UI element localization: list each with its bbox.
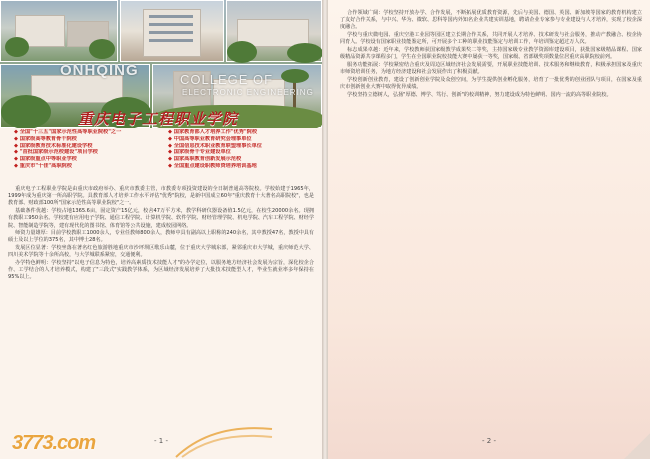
paragraph: 办学特色鲜明：学校坚持"以电子信息为特色，培养高素质技术技能人才"的办学定位，以服务地方经济社会发展为宗旨，深化校企合作、工学结合的人才培养模式，构建了"三段式"实践教学体系，为区域经济发展培养了大批技术技能型人才，毕业生就业率多年保持在95%以上。 — [8, 260, 314, 281]
honor-item: ◆ 重庆市"十佳"高职院校 — [14, 163, 164, 170]
left-page — [0, 0, 322, 459]
paragraph: 合作领域广阔：学校坚持开放办学、合作发展，不断拓展优质教育资源，先后与美国、德国、英国、新加坡等国家的教育机构建立了友好合作关系，与中兴、华为、微软、思科等国内外知名企业共建实训基地，聘请企业专家参与专业建设与人才培养，实现了校企深度融合。 — [340, 10, 642, 31]
paragraph: 学校创新创业教育，建设了创新创业学院及众创空间，为学生提供创业孵化服务，培育了一批优秀的创业团队与项目，在国家及重庆市创新创业大赛中取得优异成绩。 — [340, 76, 642, 91]
page-number-left: - 1 - — [154, 437, 168, 445]
paragraph: 重庆电子工程职业学院是由重庆市政府举办、重庆市教委主管，市教委专项投资建设的全日制普通高等院校。学校始建于1965年，1999年成为重庆第一所高职学院。具教育部人才培养工作水平评估"优秀"院校，是新中国成立60年"重庆教育十大著名高职院校"，也是教育部、财政部100所"国家示范性高等职业院校"之一。 — [8, 186, 314, 207]
watermark-arcs-icon — [172, 423, 276, 459]
campus-photo-3 — [226, 0, 322, 62]
page-curl-corner — [624, 433, 650, 459]
watermark-text: 3773.com — [12, 432, 96, 454]
honor-item: ◆ "首批国家级示范校建设"项目学校 — [14, 149, 164, 156]
site-watermark — [0, 427, 190, 459]
paragraph: 发展区位显著：学校坐落在著名红色旅游胜地重庆市沙坪坝区歌乐山麓，位于重庆大学城东部，紧邻重庆市大学城，重庆师范大学、四川美术学院等十余所高校，与大学城联系紧密，交通便利。 — [8, 245, 314, 259]
honors-list-right — [168, 129, 318, 170]
honors-list-left — [14, 129, 164, 170]
campus-photo-1 — [0, 0, 118, 62]
honor-item: ◆ 中国高等职业教育研究会理事单位 — [168, 136, 318, 143]
page-number-right: - 2 - — [482, 437, 496, 445]
paragraph: 基础条件优越：学校占地1365.6亩，固定资产15亿元，校舍47万平方米，教学科研仪器设备值1.5亿元，在校生20000余名。现拥有教职工950余名。学校建有应用电子学院、通信工程学院、计算机学院、软件学院、财经管理学院、机电学院、汽车工程学院、财经学院、智能制造学院等，建有现代化的图书馆、体育馆等公共设施，建成校园网络。 — [8, 208, 314, 229]
honor-item: ◆ 国家高职教育创新发展示范校 — [168, 156, 318, 163]
honor-item: ◆ 国家级高等教育骨干院校 — [14, 136, 164, 143]
honor-item: ◆ 国家级重点中等职业学校 — [14, 156, 164, 163]
left-body-text — [8, 186, 314, 282]
paragraph: 学校与重庆微电园、重庆空港工业园等园区建立长期合作关系，共同开展人才培养、技术研发与社会服务，推动产教融合、校企协同育人。学校设有国家职业技能鉴定所，可开展多个工种的职业技能鉴定与培训工作，年培训鉴定超过万人次。 — [340, 32, 642, 46]
paragraph: 标志成果卓越：近年来，学校教师获国家级教学成果奖二等奖，主持国家级专业教学资源库建设项目，获批国家级精品课程、国家级精品资源共享课程多门，学生在全国职业院校技能大赛中屡获一等奖，国家级、省部级奖项数量位居重庆高职院校前列。 — [340, 47, 642, 61]
honor-item: ◆ 国家级教育技术标准化建设学校 — [14, 143, 164, 150]
overlay-college-text: COLLEGE OF — [180, 72, 274, 87]
honor-item: ◆ 国家级骨干专业建设单位 — [168, 149, 318, 156]
right-page — [328, 0, 650, 459]
overlay-engineering-text: ELECTRONIC ENGINEERING — [182, 88, 314, 97]
honor-item: ◆ 国家教育部人才培养工作"优秀"院校 — [168, 129, 318, 136]
right-body-text — [340, 10, 642, 99]
paragraph: 师资力量雄厚：目前学校教职工1000余人，专业任教师800余人，教师中具有副高以上职称的240余名，其中教授47名，教授中具有硕士及以上学位的375名，其中博士28名。 — [8, 230, 314, 244]
paragraph: 服务功能拓展：学校紧密结合重庆及周边区域经济社会发展需要，开展职业技能培训、技术服务和继续教育，积极承担国家及重庆市师资培训任务，为地方经济建设和社会发展作出了积极贡献。 — [340, 61, 642, 76]
honor-item: ◆ 全国重点建设职教师资培养培训基地 — [168, 163, 318, 170]
paragraph: 学校坚持立德树人，弘扬"厚德、博学、笃行、创新"的校训精神，努力建设成为特色鲜明、国内一流的高等职业院校。 — [347, 91, 612, 98]
school-name-title: 重庆电子工程职业学院 — [78, 110, 239, 128]
overlay-school-text: ONHQING — [60, 62, 139, 79]
honor-item: ◆ 全国信息技术职业教育联盟理事长单位 — [168, 143, 318, 150]
honor-item: ◆ 全国"十三五"国家示范性高等职业院校"之一 — [14, 129, 164, 136]
campus-photo-2 — [120, 0, 224, 62]
